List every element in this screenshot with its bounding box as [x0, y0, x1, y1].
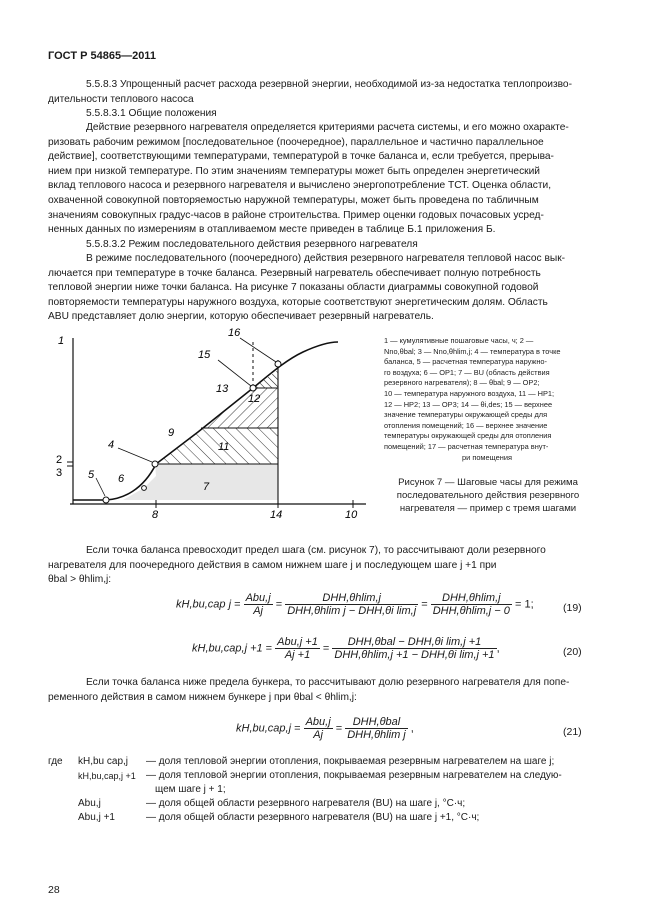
equation-21: kH,bu,cap,j = $\frac{\text{Abu,j}}{Aj}$ = $\frac{\text{DHH,θbal}}{\text{DHH,θhlim j}}$ , — [236, 716, 414, 741]
marker-6 — [142, 486, 147, 491]
equation-19: kH,bu,cap j = $\frac{\text{Abu,j}}{Aj}$ = $\frac{\text{DHH,θhlim,j}}{\text{DHH,θhlim j − DHH,θi lim,j}}$ = $\frac{\text{DHH,θhlim,j}}{\text{DHH,θhlim,j − 0}}$ = 1; — [176, 592, 534, 617]
label-12: 12 — [248, 393, 261, 405]
x-tick-label-14: 14 — [270, 509, 283, 520]
label-15: 15 — [198, 349, 211, 361]
def-text-1: — доля тепловой энергии отопления, покрываемая резервным нагревателем на шаге j; — [146, 756, 555, 767]
page-number: 28 — [48, 884, 60, 896]
label-11: 11 — [218, 441, 230, 453]
where-label: где — [48, 756, 63, 767]
def-text-4: — доля общей области резервного нагревателя (BU) на шаге j +1, °С·ч; — [146, 812, 480, 823]
x-tick-label-8: 8 — [152, 509, 159, 520]
label-4: 4 — [108, 439, 115, 451]
label-9: 9 — [168, 427, 175, 439]
eq21-fraction-1: $\frac{\text{Abu,j}}{Aj}$ — [305, 716, 331, 741]
def-text-2: — доля тепловой энергии отопления, покрываемая резервным нагревателем на следую- — [146, 770, 562, 781]
leader-16 — [240, 338, 276, 362]
equation-20-number: (20) — [563, 646, 582, 658]
def-symbol-1: kH,bu cap,j — [78, 756, 129, 767]
y-tick-label-2: 2 — [56, 454, 63, 466]
section-5-5-8-3-1-title: 5.5.8.3.1 Общие положения — [86, 108, 217, 119]
balance-below-bin-paragraph: Если точка баланса ниже предела бункера, то рассчитывают долю резервного нагревателя для попе- ременного действия в самом нижнем бункере j при θbal < θhlim,j: — [48, 677, 570, 703]
eq20-fraction-2: $\frac{\text{DHH,θbal − DHH,θi lim,j +1}}{\text{DHH,θhlim,j +1 − DHH,θi lim,j +1}}$ — [334, 636, 495, 661]
equation-19-number: (19) — [563, 602, 582, 614]
marker-5 — [103, 497, 109, 503]
def-text-2-cont: щем шаге j + 1; — [155, 784, 226, 795]
eq19-lhs: kH,bu,cap j — [176, 598, 232, 611]
sequential-mode-paragraph: В режиме последовательного (поочередного) действия резервного нагревателя тепловой насос вык- лючается при температуре в точке баланса. Резервный нагреватель обеспечивает полную потребность тепловой энергии ниже точки баланса. На рисунке 7 показаны области диаграммы совокупной годовой повторяемости температуры наружного воздуха, которые соответствуют энергетическим долям. Область ABU представляет долю энергии, которую обеспечивает резервный нагреватель. — [48, 253, 566, 323]
balance-above-step-paragraph: Если точка баланса превосходит предел шага (см. рисунок 7), то рассчитывают доли резервного нагревателя для поочередного действия в самом нижнем шаге j и последующем шаге j +1 при θbal > θhlim,j: — [48, 545, 546, 586]
equation-21-number: (21) — [563, 726, 582, 738]
y-tick-label-3: 3 — [56, 467, 63, 479]
figure-7-diagram — [48, 320, 378, 520]
label-5: 5 — [88, 469, 95, 481]
eq21-fraction-2: $\frac{\text{DHH,θbal}}{\text{DHH,θhlim j}}$ — [347, 716, 406, 741]
section-5-5-8-3-2-title: 5.5.8.3.2 Режим последовательного действия резервного нагревателя — [86, 239, 418, 250]
region-hp2-12 — [201, 388, 278, 428]
eq19-fraction-3: $\frac{\text{DHH,θhlim,j}}{\text{DHH,θhlim,j − 0}}$ — [432, 592, 510, 617]
section-5-5-8-3-title: 5.5.8.3 Упрощенный расчет расхода резервной энергии, необходимой из-за недостатка теплопроизво- дительности теплового насоса — [48, 79, 572, 105]
eq19-result: = 1; — [514, 598, 534, 611]
def-text-3: — доля общей области резервного нагревателя (BU) на шаге j, °С·ч; — [146, 798, 466, 809]
eq19-fraction-1: $\frac{\text{Abu,j}}{Aj}$ — [245, 592, 271, 617]
y-tick-label-1: 1 — [58, 335, 65, 347]
leader-4 — [118, 448, 152, 462]
leader-5 — [96, 478, 105, 496]
region-bu-7 — [106, 464, 278, 500]
def-symbol-4: Abu,j +1 — [78, 812, 115, 823]
label-6: 6 — [118, 473, 125, 485]
figure-7-legend: 1 — кумулятивные пошаговые часы, ч; 2 — Nno,θbal; 3 — Nno,θhlim,j; 4 — температура в точке баланса, 5 — расчетная температура наружно- го воздуха; 6 — OP1; 7 — BU (область действия резервного нагревателя); 8 — θbal; 9 — OP2; 10 — температура наружного воздуха, 11 — HP1; 12 — HP2; 13 — OP3; 14 — θi,des; 15 — верхнее значение температуры окружающей среды для отопления помещений; 16 — верхнее значение температуры окружающей среды для отопления помещений; 17 — расчетная температура внут- ри помещения — [384, 336, 561, 462]
label-13: 13 — [216, 383, 229, 395]
def-symbol-2: kH,bu,cap,j +1 — [78, 771, 136, 781]
general-provisions-paragraph: Действие резервного нагревателя определяется критериями расчета системы, и его можно охаракте- ризовать рабочим режимом [последовательное (поочередное), параллельное и частично параллельное действие], соответствующими температурами, температурой в точке баланса и, если требуется, прерыва- нием при низкой температуре. По этим значениям температуры может быть определен энергетический вклад теплового насоса и резервного нагревателя и вычислено энергопотребление ТСТ. Оценка области, охваченной совокупной повторяемостью наружной температуры, может быть проведена по табличным значениям совокупных градус-часов в районе строительства. Пример оценки годовых почасовых усред- ненных данных по измерениям в отапливаемом месте приведен в таблице Б.1 приложения Б. — [48, 122, 569, 236]
x-tick-label-10: 10 — [345, 509, 358, 520]
figure-7-caption: Рисунок 7 — Шаговые часы для режима последовательного действия резервного нагревателя — пример с тремя шагами — [396, 477, 580, 514]
document-header: ГОСТ Р 54865—2011 — [48, 50, 156, 62]
label-16: 16 — [228, 327, 241, 339]
eq19-fraction-2: $\frac{\text{DHH,θhlim,j}}{\text{DHH,θhlim j − DHH,θi lim,j}}$ — [287, 592, 417, 617]
region-hp1-11 — [156, 428, 278, 464]
label-7: 7 — [203, 481, 210, 493]
marker-4 — [152, 461, 158, 467]
def-symbol-3: Abu,j — [78, 798, 101, 809]
eq20-fraction-1: $\frac{\text{Abu,j +1}}{Aj +1}$ — [277, 636, 318, 661]
equation-20: kH,bu,cap,j +1 = $\frac{\text{Abu,j +1}}{Aj +1}$ = $\frac{\text{DHH,θbal − DHH,θi lim,j +1}}{\text{DHH,θhlim,j +1 − DHH,θi lim,j +1}}$ , — [192, 636, 500, 661]
eq20-lhs: kH,bu,cap,j +1 — [192, 642, 263, 655]
eq21-lhs: kH,bu,cap,j — [236, 722, 292, 735]
